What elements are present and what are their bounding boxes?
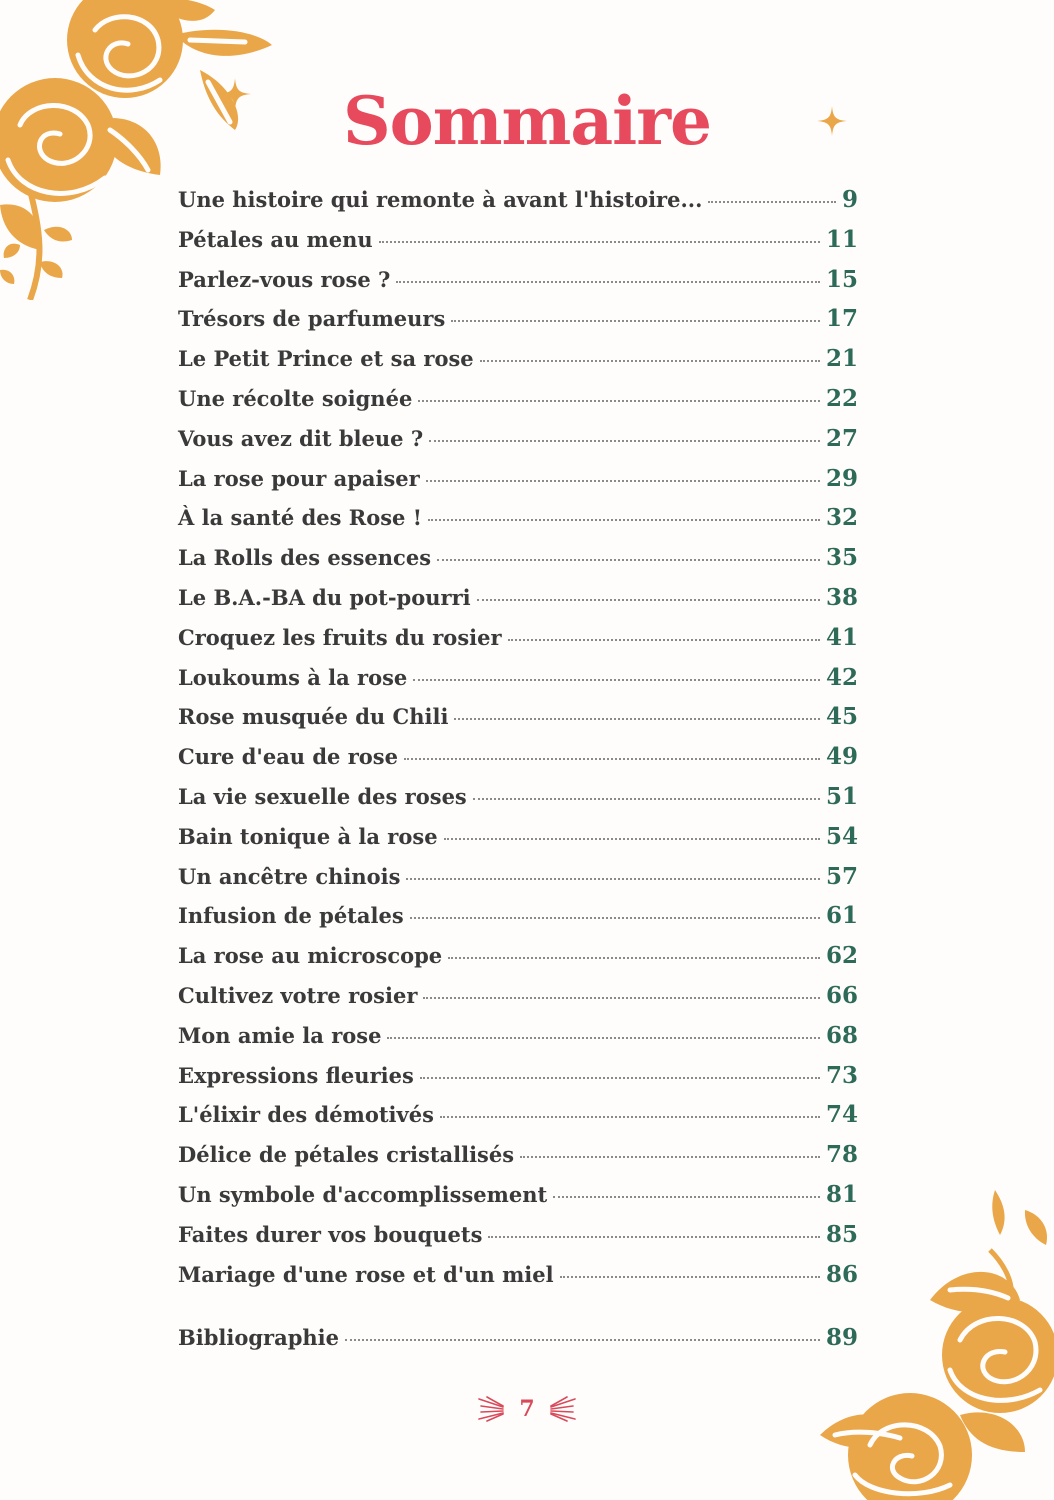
toc-entry-title: Cure d'eau de rose (178, 744, 398, 770)
toc-entry (178, 737, 858, 777)
toc-entry-page: 49 (825, 743, 858, 771)
dot-leader (553, 1194, 820, 1198)
toc-entry-page: 45 (825, 703, 858, 731)
toc-entry-title: Délice de pétales cristallisés (178, 1142, 515, 1168)
toc-entry-title: Bain tonique à la rose (178, 823, 438, 849)
toc-entry (178, 1135, 858, 1175)
toc-entry-title: La rose au microscope (178, 943, 443, 969)
dot-leader (520, 1154, 820, 1158)
toc-entry-page: 11 (825, 225, 858, 253)
toc-entry-page: 38 (825, 583, 858, 611)
dot-leader (454, 716, 820, 720)
toc-entry-page: 68 (825, 1021, 858, 1049)
dot-leader (387, 1035, 820, 1039)
toc-entry (178, 1016, 858, 1056)
toc-entry-title: Mariage d'une rose et d'un miel (178, 1261, 554, 1287)
toc-entry (178, 459, 858, 499)
toc-entry-title: Vous avez dit bleue ? (178, 425, 424, 451)
toc-entry-page: 89 (825, 1324, 858, 1352)
toc-entry-page: 73 (825, 1061, 858, 1089)
toc-entry-title: Bibliographie (178, 1325, 340, 1351)
toc-entry (178, 777, 858, 817)
toc-entry (178, 538, 858, 578)
toc-entry (178, 976, 858, 1016)
toc-entry-title: Expressions fleuries (178, 1062, 414, 1088)
toc-entry-title: À la santé des Rose ! (178, 505, 422, 531)
toc-entry-page: 9 (841, 186, 858, 213)
toc-entry-page: 22 (825, 384, 858, 412)
toc-entry-page: 62 (825, 942, 858, 970)
toc-entry-title: Pétales au menu (178, 226, 373, 252)
toc-entry-title: La Rolls des essences (178, 545, 432, 571)
toc-entry (178, 896, 858, 936)
toc-entry-title: Le Petit Prince et sa rose (178, 346, 474, 372)
page-folio (0, 1396, 1054, 1426)
toc-entry (178, 220, 858, 260)
toc-entry-title: L'élixir des démotivés (178, 1102, 434, 1128)
toc-entry-title: La rose pour apaiser (178, 465, 420, 491)
toc-entry-title: Trésors de parfumeurs (178, 306, 446, 332)
toc-entry-title: Un ancêtre chinois (178, 863, 401, 889)
toc-entry-page: 17 (825, 305, 858, 333)
dot-leader (508, 637, 820, 641)
dot-leader (440, 1114, 820, 1118)
toc-entry-page: 51 (825, 782, 858, 810)
toc-entry-page: 86 (825, 1260, 858, 1288)
toc-entry (178, 697, 858, 737)
dot-leader (379, 239, 820, 243)
toc-entry (178, 857, 858, 897)
toc-entry-title: Mon amie la rose (178, 1022, 382, 1048)
toc-entry-page: 54 (825, 822, 858, 850)
dot-leader (560, 1274, 820, 1278)
dot-leader (437, 557, 820, 561)
dot-leader (488, 1234, 820, 1238)
dot-leader (420, 1075, 820, 1079)
toc-entry-title: Une récolte soignée (178, 385, 413, 411)
toc-entry-title: Une histoire qui remonte à avant l'histoire... (178, 187, 703, 212)
dot-leader (418, 398, 820, 402)
toc-entry-page: 42 (825, 663, 858, 691)
toc-entry-page: 41 (825, 623, 858, 651)
toc-entry (178, 498, 858, 538)
dot-leader (426, 478, 820, 482)
dot-leader (477, 597, 820, 601)
toc-entry-title: Loukoums à la rose (178, 664, 408, 690)
toc-entry-title: Parlez-vous rose ? (178, 266, 391, 292)
dot-leader (410, 915, 820, 919)
dot-leader (428, 517, 820, 521)
dot-leader (451, 318, 820, 322)
toc-entry-page: 85 (825, 1220, 858, 1248)
toc-entry-page: 81 (825, 1180, 858, 1208)
toc-entry (178, 260, 858, 300)
dot-leader (404, 756, 820, 760)
toc-entry (178, 618, 858, 658)
toc-entry-page: 29 (825, 464, 858, 492)
toc-entry (178, 379, 858, 419)
page-number: 7 (519, 1396, 535, 1422)
toc-entry (178, 817, 858, 857)
toc-entry (178, 1255, 858, 1295)
toc-entry-page: 27 (825, 424, 858, 452)
dot-leader (444, 836, 820, 840)
toc-entry-title: Faites durer vos bouquets (178, 1221, 483, 1247)
toc-entry-page: 61 (825, 902, 858, 930)
toc-entry (178, 936, 858, 976)
toc-entry (178, 1175, 858, 1215)
toc-entry-page: 21 (825, 345, 858, 373)
toc-entry (178, 180, 858, 220)
toc-entry-page: 78 (825, 1141, 858, 1169)
toc-entry (178, 419, 858, 459)
dot-leader (480, 358, 820, 362)
toc-entry (178, 299, 858, 339)
dot-leader (406, 876, 820, 880)
toc-entry (178, 1215, 858, 1255)
toc-entry-title: Croquez les fruits du rosier (178, 624, 502, 650)
dot-leader (345, 1337, 820, 1341)
toc-entry (178, 658, 858, 698)
toc-entry-title: Rose musquée du Chili (178, 704, 449, 730)
toc-entry-title: Cultivez votre rosier (178, 982, 418, 1008)
toc-entry-page: 74 (825, 1101, 858, 1129)
dot-leader (448, 955, 820, 959)
toc-entry-page: 32 (825, 504, 858, 532)
toc-entry (178, 1095, 858, 1135)
toc-entry-title: Un symbole d'accomplissement (178, 1181, 548, 1207)
table-of-contents (178, 180, 858, 1358)
dot-leader (396, 279, 820, 283)
dot-leader (708, 199, 836, 203)
page-title: Sommaire (343, 82, 711, 160)
dot-leader (413, 677, 820, 681)
toc-entry-page: 35 (825, 544, 858, 572)
dot-leader (429, 438, 820, 442)
toc-entry-title: Infusion de pétales (178, 903, 404, 929)
toc-entry-page: 15 (825, 265, 858, 293)
toc-entry-page: 57 (825, 862, 858, 890)
sunburst-icon (477, 1396, 507, 1422)
sunburst-icon (547, 1396, 577, 1422)
dot-leader (473, 796, 820, 800)
toc-entry-title: La vie sexuelle des roses (178, 783, 467, 809)
toc-entry (178, 1318, 858, 1358)
dot-leader (423, 995, 820, 999)
toc-entry (178, 339, 858, 379)
toc-entry (178, 578, 858, 618)
toc-entry-page: 66 (825, 981, 858, 1009)
toc-entry (178, 1056, 858, 1096)
toc-entry-title: Le B.A.-BA du pot-pourri (178, 584, 471, 610)
